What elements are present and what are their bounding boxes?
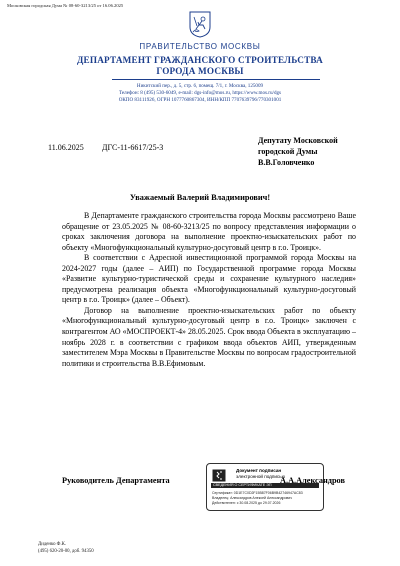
letterhead-divider (112, 79, 320, 80)
registration-note: Московская городская Дума № 08-60-3213/25 от 16.06.2025 (7, 3, 124, 8)
body-paragraph: В соответствии с Адресной инвестиционной программой города Москвы на 2024-2027 годы (далее – АИП) по Государственной программе города Москвы «Развитие культурно-туристической среды и сохранение культурного наследия» предусмотрена реализация объекта «Многофункциональный культурно-досуговый центр в г.о. Троицк» (далее – Объект). (62, 253, 356, 305)
addressee-line3: В.В.Головченко (258, 157, 315, 167)
department-contacts: Телефон: 8 (495) 530-6049, e-mail: dgs-info@mos.ru, https://www.mos.ru/dgs (118, 90, 282, 96)
greeting: Уважаемый Валерий Владимирович! (129, 193, 271, 202)
stamp-title: Документ подписан (236, 468, 282, 473)
stamp-subtitle: электронной подписью (236, 474, 286, 479)
addressee-line1: Депутату Московской (258, 136, 338, 145)
document-number: ДГС-11-6617/25-3 (102, 143, 164, 152)
body-paragraph: В Департаменте гражданского строительства города Москвы рассмотрено Ваше обращение от 23.05.2025 № 08-60-3213/25 по вопросу представления информации о сроках заключения договора на выполнение проектно-изыскательских работ по объекту «Многофункциональный культурно-досуговый центр в г.о. Троицк». (62, 211, 356, 252)
addressee-line2: городской Думы (258, 146, 318, 156)
stamp-cert-header: СВЕДЕНИЯ О СЕРТИФИКАТЕ ЭП (211, 483, 319, 488)
department-name-line1: ДЕПАРТАМЕНТ ГРАЖДАНСКОГО СТРОИТЕЛЬСТВА (77, 55, 323, 65)
stamp-validity: Действителен: с 30.08.2025 до 29.07.2026 (212, 501, 281, 505)
department-name-line2: ГОРОДА МОСКВЫ (156, 66, 244, 76)
document-date: 11.06.2025 (48, 143, 84, 152)
body-paragraph: Договор на выполнение проектно-изыскательских работ по объекту «Многофункциональный культурно-досуговый центр в г.о. Троицк» заключен с контрагентом АО «МОСПРОЕКТ-4» 28.05.2025. Срок ввода Объекта в эксплуатацию – ноябрь 2028 г. в соответствии с графиком ввода объектов АИП, утвержденным заместителем Мэра Москвы в Правительстве Москвы по вопросам градостроительной политики и строительства В.В.Ефимовым. (62, 305, 356, 368)
electronic-signature-stamp (206, 463, 324, 511)
executor-phone: (495) 620-20-00, доб. 94350 (38, 549, 94, 554)
signer-title: Руководитель Департамента (62, 476, 170, 485)
government-header: ПРАВИТЕЛЬСТВО МОСКВЫ (139, 42, 261, 51)
moscow-coat-of-arms-icon (189, 11, 211, 38)
letter-body (62, 211, 356, 369)
digital-signature-icon (212, 469, 226, 482)
executor-name: Диденко Ф.К. (38, 542, 67, 547)
department-codes: ОКПО 83111926, ОГРН 1077760867304, ИНН/КПП 7707639796/770301001 (118, 97, 282, 103)
stamp-certificate: Сертификат: 0D1E7C0D2F15B87F06B9B42746947AC83 (212, 491, 303, 495)
signer-name: А.А.Александров (280, 476, 345, 485)
stamp-owner: Владелец: Александров Алексей Александрович (212, 496, 293, 500)
department-address: Никитский пер., д. 5, стр. 6, помещ. 7/1, г. Москва, 125009 (136, 83, 264, 89)
addressee-block (258, 136, 338, 168)
